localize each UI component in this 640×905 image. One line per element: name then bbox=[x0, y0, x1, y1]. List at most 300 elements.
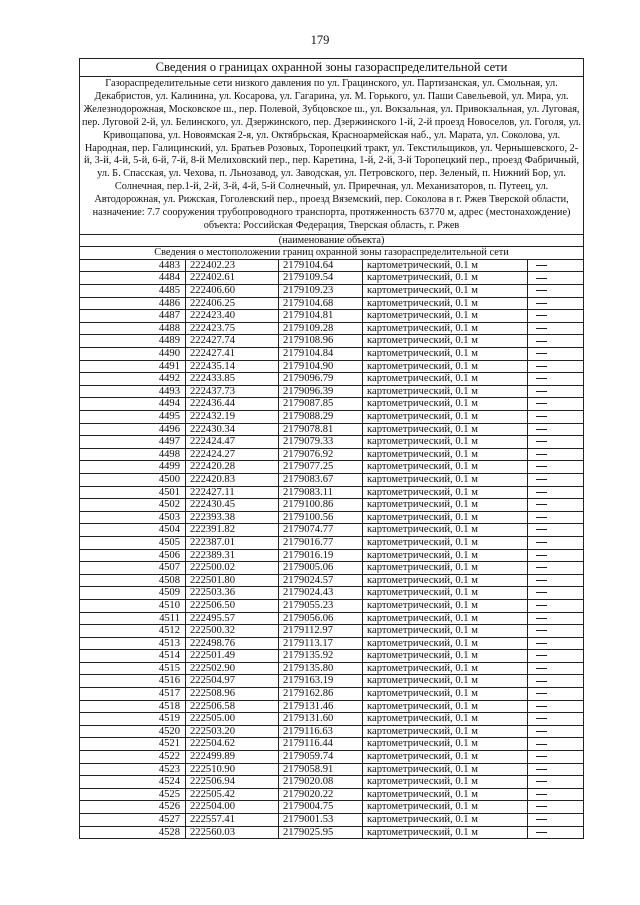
dash-mark bbox=[536, 630, 547, 631]
table-row bbox=[80, 285, 584, 298]
method-accuracy-cell: картометрический, 0.1 м bbox=[363, 536, 528, 549]
dash-mark bbox=[536, 794, 547, 795]
x-coordinate-cell: 222508.96 bbox=[186, 688, 279, 701]
description-cell bbox=[528, 814, 584, 827]
point-number-cell: 4508 bbox=[80, 574, 186, 587]
y-coordinate-cell: 2179131.60 bbox=[279, 713, 363, 726]
dash-mark bbox=[536, 315, 547, 316]
method-accuracy-cell: картометрический, 0.1 м bbox=[363, 348, 528, 361]
y-coordinate-cell: 2179104.64 bbox=[279, 259, 363, 272]
x-coordinate-cell: 222423.40 bbox=[186, 310, 279, 323]
dash-mark bbox=[536, 378, 547, 379]
y-coordinate-cell: 2179020.22 bbox=[279, 788, 363, 801]
description-cell bbox=[528, 612, 584, 625]
method-accuracy-cell: картометрический, 0.1 м bbox=[363, 461, 528, 474]
table-row bbox=[80, 662, 584, 675]
description-cell bbox=[528, 398, 584, 411]
table-row bbox=[80, 599, 584, 612]
table-row bbox=[80, 625, 584, 638]
method-accuracy-cell: картометрический, 0.1 м bbox=[363, 763, 528, 776]
table-row bbox=[80, 486, 584, 499]
table-row bbox=[80, 587, 584, 600]
x-coordinate-cell: 222433.85 bbox=[186, 373, 279, 386]
table-row bbox=[80, 259, 584, 272]
method-accuracy-cell: картометрический, 0.1 м bbox=[363, 511, 528, 524]
y-coordinate-cell: 2179104.81 bbox=[279, 310, 363, 323]
point-number-cell: 4525 bbox=[80, 788, 186, 801]
document-title: Сведения о границах охранной зоны газораспределительной сети bbox=[80, 59, 584, 77]
dash-mark bbox=[536, 441, 547, 442]
y-coordinate-cell: 2179109.23 bbox=[279, 285, 363, 298]
x-coordinate-cell: 222498.76 bbox=[186, 637, 279, 650]
table-row bbox=[80, 725, 584, 738]
method-accuracy-cell: картометрический, 0.1 м bbox=[363, 675, 528, 688]
table-row bbox=[80, 713, 584, 726]
y-coordinate-cell: 2179076.92 bbox=[279, 448, 363, 461]
x-coordinate-cell: 222500.02 bbox=[186, 562, 279, 575]
description-cell bbox=[528, 826, 584, 839]
y-coordinate-cell: 2179112.97 bbox=[279, 625, 363, 638]
description-cell bbox=[528, 688, 584, 701]
point-number-cell: 4512 bbox=[80, 625, 186, 638]
description-cell bbox=[528, 637, 584, 650]
x-coordinate-cell: 222427.74 bbox=[186, 335, 279, 348]
method-accuracy-cell: картометрический, 0.1 м bbox=[363, 385, 528, 398]
table-row bbox=[80, 272, 584, 285]
x-coordinate-cell: 222432.19 bbox=[186, 411, 279, 424]
y-coordinate-cell: 2179025.95 bbox=[279, 826, 363, 839]
method-accuracy-cell: картометрический, 0.1 м bbox=[363, 285, 528, 298]
method-accuracy-cell: картометрический, 0.1 м bbox=[363, 662, 528, 675]
x-coordinate-cell: 222406.25 bbox=[186, 297, 279, 310]
table-row bbox=[80, 524, 584, 537]
dash-mark bbox=[536, 618, 547, 619]
table-row bbox=[80, 310, 584, 323]
dash-mark bbox=[536, 479, 547, 480]
method-accuracy-cell: картометрический, 0.1 м bbox=[363, 373, 528, 386]
object-description: Газораспределительные сети низкого давления по ул. Грацинского, ул. Партизанская, ул. Смольная, ул. Декабристов, ул. Калинина, ул. Косарова, ул. Гагарина, ул. М. Горького, ул. Паши Савельевой, ул. Мира, ул. Железнодорожная, Московское ш., пер. Полевой, Зубцовское ш., ул. Вокзальная, ул. Привокзальная, ул. Луговая, пер. Луговой 2-й, ул. Белинского, ул. Дзержинского, пер. Дзержинского 1-й, 2-й проезд Новоселов, ул. Гоголя, ул. Кривощапова, ул. Новоямская 2-я, ул. Октябрьская, Красноармейская наб., ул. Марата, ул. Соколова, ул. Народная, пер. Галицинский, ул. Братьев Розовых, Торопецкий тракт, ул. Текстильщиков, ул. Чернышевского, 2-й, 3-й, 4-й, 5-й, 6-й, 7-й, 8-й Мелиховский пер., пер. Каретина, 1-й, 2-й, 3-й Торопецкий пер., проезд Фабричный, ул. Б. Спасская, ул. Чехова, п. Льнозавод, ул. Заводская, ул. Петровского, пер. Зеленый, п. Нижний Бор, ул. Солнечная, пер.1-й, 2-й, 3-й, 4-й, 5-й Солнечный, ул. Приречная, ул. Механизаторов, п. Путеец, ул. Автодорожная, ул. Рижская, Гоголевский пер., проезд Вяземский, пер. Соколова в г. Ржев Тверской области, назначение: 7.7 сооружения трубопроводного транспорта, протяженность 63770 м, адрес (местонахождение) объекта: Российская Федерация, Тверская область, г. Ржев bbox=[80, 77, 584, 235]
y-coordinate-cell: 2179056.06 bbox=[279, 612, 363, 625]
x-coordinate-cell: 222406.60 bbox=[186, 285, 279, 298]
method-accuracy-cell: картометрический, 0.1 м bbox=[363, 625, 528, 638]
method-accuracy-cell: картометрический, 0.1 м bbox=[363, 322, 528, 335]
dash-mark bbox=[536, 290, 547, 291]
table-row bbox=[80, 373, 584, 386]
point-number-cell: 4500 bbox=[80, 473, 186, 486]
y-coordinate-cell: 2179100.56 bbox=[279, 511, 363, 524]
dash-mark bbox=[536, 454, 547, 455]
description-cell bbox=[528, 574, 584, 587]
description-cell bbox=[528, 562, 584, 575]
description-cell bbox=[528, 322, 584, 335]
x-coordinate-cell: 222427.41 bbox=[186, 348, 279, 361]
x-coordinate-cell: 222505.00 bbox=[186, 713, 279, 726]
y-coordinate-cell: 2179100.86 bbox=[279, 499, 363, 512]
y-coordinate-cell: 2179109.28 bbox=[279, 322, 363, 335]
dash-mark bbox=[536, 341, 547, 342]
point-number-cell: 4483 bbox=[80, 259, 186, 272]
method-accuracy-cell: картометрический, 0.1 м bbox=[363, 650, 528, 663]
dash-mark bbox=[536, 592, 547, 593]
method-accuracy-cell: картометрический, 0.1 м bbox=[363, 259, 528, 272]
y-coordinate-cell: 2179096.79 bbox=[279, 373, 363, 386]
y-coordinate-cell: 2179004.75 bbox=[279, 801, 363, 814]
description-cell bbox=[528, 360, 584, 373]
point-number-cell: 4524 bbox=[80, 776, 186, 789]
y-coordinate-cell: 2179096.39 bbox=[279, 385, 363, 398]
description-cell bbox=[528, 473, 584, 486]
table-row bbox=[80, 348, 584, 361]
y-coordinate-cell: 2179079.33 bbox=[279, 436, 363, 449]
table-row bbox=[80, 788, 584, 801]
point-number-cell: 4527 bbox=[80, 814, 186, 827]
description-cell bbox=[528, 486, 584, 499]
point-number-cell: 4511 bbox=[80, 612, 186, 625]
description-cell bbox=[528, 259, 584, 272]
method-accuracy-cell: картометрический, 0.1 м bbox=[363, 814, 528, 827]
x-coordinate-cell: 222424.27 bbox=[186, 448, 279, 461]
method-accuracy-cell: картометрический, 0.1 м bbox=[363, 725, 528, 738]
y-coordinate-cell: 2179016.77 bbox=[279, 536, 363, 549]
point-number-cell: 4504 bbox=[80, 524, 186, 537]
y-coordinate-cell: 2179135.80 bbox=[279, 662, 363, 675]
table-row bbox=[80, 473, 584, 486]
description-cell bbox=[528, 788, 584, 801]
point-number-cell: 4509 bbox=[80, 587, 186, 600]
table-row bbox=[80, 738, 584, 751]
method-accuracy-cell: картометрический, 0.1 м bbox=[363, 360, 528, 373]
description-cell bbox=[528, 461, 584, 474]
point-number-cell: 4487 bbox=[80, 310, 186, 323]
y-coordinate-cell: 2179116.44 bbox=[279, 738, 363, 751]
point-number-cell: 4519 bbox=[80, 713, 186, 726]
method-accuracy-cell: картометрический, 0.1 м bbox=[363, 499, 528, 512]
point-number-cell: 4513 bbox=[80, 637, 186, 650]
y-coordinate-cell: 2179109.54 bbox=[279, 272, 363, 285]
dash-mark bbox=[536, 668, 547, 669]
x-coordinate-cell: 222504.62 bbox=[186, 738, 279, 751]
point-number-cell: 4514 bbox=[80, 650, 186, 663]
x-coordinate-cell: 222503.20 bbox=[186, 725, 279, 738]
x-coordinate-cell: 222503.36 bbox=[186, 587, 279, 600]
object-name-label: (наименование объекта) bbox=[80, 234, 584, 247]
x-coordinate-cell: 222430.34 bbox=[186, 423, 279, 436]
y-coordinate-cell: 2179005.06 bbox=[279, 562, 363, 575]
y-coordinate-cell: 2179087.85 bbox=[279, 398, 363, 411]
x-coordinate-cell: 222505.42 bbox=[186, 788, 279, 801]
point-number-cell: 4503 bbox=[80, 511, 186, 524]
dash-mark bbox=[536, 391, 547, 392]
x-coordinate-cell: 222560.03 bbox=[186, 826, 279, 839]
description-cell bbox=[528, 738, 584, 751]
method-accuracy-cell: картометрический, 0.1 м bbox=[363, 549, 528, 562]
dash-mark bbox=[536, 504, 547, 505]
x-coordinate-cell: 222506.94 bbox=[186, 776, 279, 789]
description-cell bbox=[528, 524, 584, 537]
description-cell bbox=[528, 675, 584, 688]
point-number-cell: 4494 bbox=[80, 398, 186, 411]
method-accuracy-cell: картометрический, 0.1 м bbox=[363, 335, 528, 348]
method-accuracy-cell: картометрический, 0.1 м bbox=[363, 788, 528, 801]
description-cell bbox=[528, 511, 584, 524]
method-accuracy-cell: картометрический, 0.1 м bbox=[363, 738, 528, 751]
description-cell bbox=[528, 662, 584, 675]
y-coordinate-cell: 2179020.08 bbox=[279, 776, 363, 789]
point-number-cell: 4516 bbox=[80, 675, 186, 688]
method-accuracy-cell: картометрический, 0.1 м bbox=[363, 826, 528, 839]
method-accuracy-cell: картометрический, 0.1 м bbox=[363, 272, 528, 285]
x-coordinate-cell: 222557.41 bbox=[186, 814, 279, 827]
y-coordinate-cell: 2179083.67 bbox=[279, 473, 363, 486]
x-coordinate-cell: 222402.23 bbox=[186, 259, 279, 272]
table-row bbox=[80, 398, 584, 411]
description-cell bbox=[528, 801, 584, 814]
description-cell bbox=[528, 587, 584, 600]
method-accuracy-cell: картометрический, 0.1 м bbox=[363, 436, 528, 449]
x-coordinate-cell: 222437.73 bbox=[186, 385, 279, 398]
x-coordinate-cell: 222402.61 bbox=[186, 272, 279, 285]
y-coordinate-cell: 2179135.92 bbox=[279, 650, 363, 663]
dash-mark bbox=[536, 265, 547, 266]
point-number-cell: 4498 bbox=[80, 448, 186, 461]
method-accuracy-cell: картометрический, 0.1 м bbox=[363, 398, 528, 411]
point-number-cell: 4523 bbox=[80, 763, 186, 776]
description-cell bbox=[528, 725, 584, 738]
dash-mark bbox=[536, 832, 547, 833]
description-cell bbox=[528, 348, 584, 361]
table-row bbox=[80, 574, 584, 587]
point-number-cell: 4502 bbox=[80, 499, 186, 512]
y-coordinate-cell: 2179104.90 bbox=[279, 360, 363, 373]
y-coordinate-cell: 2179108.96 bbox=[279, 335, 363, 348]
point-number-cell: 4495 bbox=[80, 411, 186, 424]
point-number-cell: 4485 bbox=[80, 285, 186, 298]
x-coordinate-cell: 222387.01 bbox=[186, 536, 279, 549]
point-number-cell: 4490 bbox=[80, 348, 186, 361]
y-coordinate-cell: 2179088.29 bbox=[279, 411, 363, 424]
table-row bbox=[80, 436, 584, 449]
point-number-cell: 4510 bbox=[80, 599, 186, 612]
table-row bbox=[80, 826, 584, 839]
dash-mark bbox=[536, 366, 547, 367]
x-coordinate-cell: 222420.28 bbox=[186, 461, 279, 474]
x-coordinate-cell: 222500.32 bbox=[186, 625, 279, 638]
description-cell bbox=[528, 599, 584, 612]
description-cell bbox=[528, 448, 584, 461]
x-coordinate-cell: 222501.49 bbox=[186, 650, 279, 663]
dash-mark bbox=[536, 693, 547, 694]
method-accuracy-cell: картометрический, 0.1 м bbox=[363, 473, 528, 486]
dash-mark bbox=[536, 429, 547, 430]
y-coordinate-cell: 2179001.53 bbox=[279, 814, 363, 827]
description-cell bbox=[528, 411, 584, 424]
y-coordinate-cell: 2179083.11 bbox=[279, 486, 363, 499]
method-accuracy-cell: картометрический, 0.1 м bbox=[363, 713, 528, 726]
table-row bbox=[80, 776, 584, 789]
y-coordinate-cell: 2179113.17 bbox=[279, 637, 363, 650]
method-accuracy-cell: картометрический, 0.1 м bbox=[363, 423, 528, 436]
method-accuracy-cell: картометрический, 0.1 м bbox=[363, 688, 528, 701]
y-coordinate-cell: 2179104.68 bbox=[279, 297, 363, 310]
description-cell bbox=[528, 536, 584, 549]
dash-mark bbox=[536, 555, 547, 556]
dash-mark bbox=[536, 567, 547, 568]
dash-mark bbox=[536, 806, 547, 807]
y-coordinate-cell: 2179104.84 bbox=[279, 348, 363, 361]
x-coordinate-cell: 222504.00 bbox=[186, 801, 279, 814]
dash-mark bbox=[536, 328, 547, 329]
description-cell bbox=[528, 285, 584, 298]
method-accuracy-cell: картометрический, 0.1 м bbox=[363, 599, 528, 612]
x-coordinate-cell: 222389.31 bbox=[186, 549, 279, 562]
point-number-cell: 4501 bbox=[80, 486, 186, 499]
dash-mark bbox=[536, 529, 547, 530]
table-row bbox=[80, 322, 584, 335]
table-row bbox=[80, 650, 584, 663]
point-number-cell: 4526 bbox=[80, 801, 186, 814]
description-cell bbox=[528, 625, 584, 638]
x-coordinate-cell: 222435.14 bbox=[186, 360, 279, 373]
method-accuracy-cell: картометрический, 0.1 м bbox=[363, 801, 528, 814]
method-accuracy-cell: картометрический, 0.1 м bbox=[363, 751, 528, 764]
description-cell bbox=[528, 385, 584, 398]
description-cell bbox=[528, 310, 584, 323]
x-coordinate-cell: 222430.45 bbox=[186, 499, 279, 512]
table-row bbox=[80, 511, 584, 524]
point-number-cell: 4486 bbox=[80, 297, 186, 310]
table-row bbox=[80, 448, 584, 461]
description-cell bbox=[528, 423, 584, 436]
point-number-cell: 4493 bbox=[80, 385, 186, 398]
dash-mark bbox=[536, 580, 547, 581]
table-row bbox=[80, 688, 584, 701]
dash-mark bbox=[536, 681, 547, 682]
x-coordinate-cell: 222501.80 bbox=[186, 574, 279, 587]
x-coordinate-cell: 222391.82 bbox=[186, 524, 279, 537]
x-coordinate-cell: 222510.90 bbox=[186, 763, 279, 776]
table-row bbox=[80, 423, 584, 436]
x-coordinate-cell: 222423.75 bbox=[186, 322, 279, 335]
dash-mark bbox=[536, 756, 547, 757]
description-cell bbox=[528, 373, 584, 386]
method-accuracy-cell: картометрический, 0.1 м bbox=[363, 562, 528, 575]
description-cell bbox=[528, 436, 584, 449]
description-cell bbox=[528, 713, 584, 726]
point-number-cell: 4497 bbox=[80, 436, 186, 449]
description-cell bbox=[528, 335, 584, 348]
point-number-cell: 4499 bbox=[80, 461, 186, 474]
table-row bbox=[80, 297, 584, 310]
table-row bbox=[80, 700, 584, 713]
table-row bbox=[80, 562, 584, 575]
table-row bbox=[80, 675, 584, 688]
x-coordinate-cell: 222495.57 bbox=[186, 612, 279, 625]
description-cell bbox=[528, 776, 584, 789]
dash-mark bbox=[536, 278, 547, 279]
point-number-cell: 4528 bbox=[80, 826, 186, 839]
point-number-cell: 4522 bbox=[80, 751, 186, 764]
y-coordinate-cell: 2179024.57 bbox=[279, 574, 363, 587]
point-number-cell: 4484 bbox=[80, 272, 186, 285]
table-row bbox=[80, 814, 584, 827]
point-number-cell: 4515 bbox=[80, 662, 186, 675]
y-coordinate-cell: 2179074.77 bbox=[279, 524, 363, 537]
table-row bbox=[80, 612, 584, 625]
y-coordinate-cell: 2179131.46 bbox=[279, 700, 363, 713]
dash-mark bbox=[536, 769, 547, 770]
table-row bbox=[80, 549, 584, 562]
dash-mark bbox=[536, 542, 547, 543]
y-coordinate-cell: 2179077.25 bbox=[279, 461, 363, 474]
point-number-cell: 4491 bbox=[80, 360, 186, 373]
dash-mark bbox=[536, 731, 547, 732]
point-number-cell: 4518 bbox=[80, 700, 186, 713]
dash-mark bbox=[536, 706, 547, 707]
point-number-cell: 4507 bbox=[80, 562, 186, 575]
y-coordinate-cell: 2179055.23 bbox=[279, 599, 363, 612]
point-number-cell: 4517 bbox=[80, 688, 186, 701]
table-row bbox=[80, 461, 584, 474]
method-accuracy-cell: картометрический, 0.1 м bbox=[363, 411, 528, 424]
table-row bbox=[80, 637, 584, 650]
y-coordinate-cell: 2179078.81 bbox=[279, 423, 363, 436]
y-coordinate-cell: 2179058.91 bbox=[279, 763, 363, 776]
y-coordinate-cell: 2179162.86 bbox=[279, 688, 363, 701]
dash-mark bbox=[536, 718, 547, 719]
x-coordinate-cell: 222393.38 bbox=[186, 511, 279, 524]
table-row bbox=[80, 385, 584, 398]
x-coordinate-cell: 222506.58 bbox=[186, 700, 279, 713]
point-number-cell: 4520 bbox=[80, 725, 186, 738]
method-accuracy-cell: картометрический, 0.1 м bbox=[363, 700, 528, 713]
dash-mark bbox=[536, 605, 547, 606]
dash-mark bbox=[536, 819, 547, 820]
description-cell bbox=[528, 650, 584, 663]
dash-mark bbox=[536, 744, 547, 745]
page-number: 179 bbox=[310, 33, 330, 47]
point-number-cell: 4492 bbox=[80, 373, 186, 386]
x-coordinate-cell: 222427.11 bbox=[186, 486, 279, 499]
x-coordinate-cell: 222499.89 bbox=[186, 751, 279, 764]
method-accuracy-cell: картометрический, 0.1 м bbox=[363, 297, 528, 310]
description-cell bbox=[528, 549, 584, 562]
description-cell bbox=[528, 700, 584, 713]
y-coordinate-cell: 2179024.43 bbox=[279, 587, 363, 600]
y-coordinate-cell: 2179016.19 bbox=[279, 549, 363, 562]
dash-mark bbox=[536, 416, 547, 417]
method-accuracy-cell: картометрический, 0.1 м bbox=[363, 524, 528, 537]
method-accuracy-cell: картометрический, 0.1 м bbox=[363, 587, 528, 600]
method-accuracy-cell: картометрический, 0.1 м bbox=[363, 574, 528, 587]
dash-mark bbox=[536, 466, 547, 467]
method-accuracy-cell: картометрический, 0.1 м bbox=[363, 310, 528, 323]
y-coordinate-cell: 2179059.74 bbox=[279, 751, 363, 764]
x-coordinate-cell: 222436.44 bbox=[186, 398, 279, 411]
dash-mark bbox=[536, 517, 547, 518]
point-number-cell: 4496 bbox=[80, 423, 186, 436]
x-coordinate-cell: 222502.90 bbox=[186, 662, 279, 675]
section-title: Сведения о местоположении границ охранной зоны газораспределительной сети bbox=[80, 247, 584, 260]
dash-mark bbox=[536, 781, 547, 782]
table-row bbox=[80, 536, 584, 549]
table-row bbox=[80, 360, 584, 373]
method-accuracy-cell: картометрический, 0.1 м bbox=[363, 486, 528, 499]
table-row bbox=[80, 411, 584, 424]
point-number-cell: 4488 bbox=[80, 322, 186, 335]
table-row bbox=[80, 801, 584, 814]
point-number-cell: 4506 bbox=[80, 549, 186, 562]
dash-mark bbox=[536, 643, 547, 644]
